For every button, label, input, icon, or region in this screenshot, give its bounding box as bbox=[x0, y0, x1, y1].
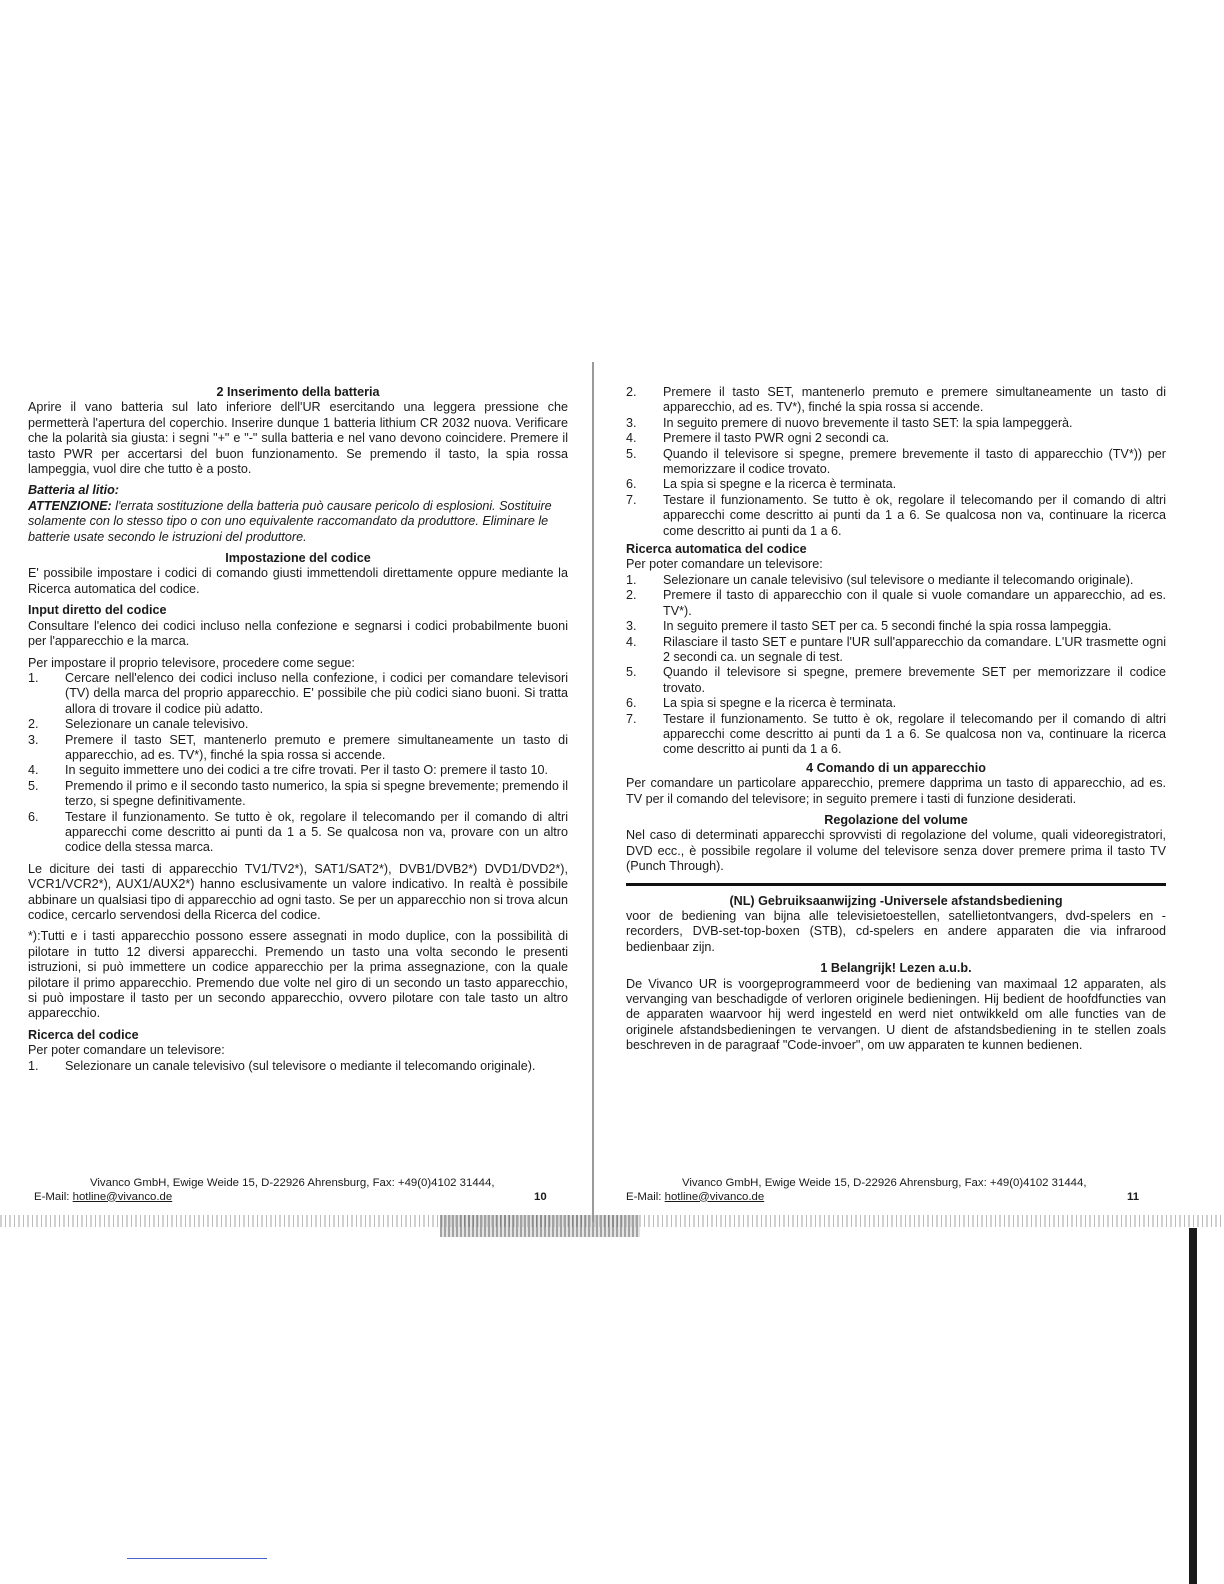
auto-search-intro: Per poter comandare un televisore: bbox=[626, 557, 823, 572]
footer-address: Vivanco GmbH, Ewige Weide 15, D-22926 Ahrensburg, Fax: +49(0)4102 31444, bbox=[682, 1177, 1087, 1189]
code-search-intro: Per poter comandare un televisore: bbox=[28, 1043, 225, 1058]
code-search-steps-continued bbox=[626, 385, 1166, 539]
section-title-dutch-manual: (NL) Gebruiksaanwijzing -Universele afstandsbediening bbox=[729, 893, 1063, 908]
list-item: 3. In seguito premere il tasto SET per ca. 5 secondi finché la spia rossa lampeggia. bbox=[626, 619, 1112, 634]
section-title-auto-search: Ricerca automatica del codice bbox=[626, 542, 807, 557]
footer-email-line bbox=[34, 1191, 554, 1205]
list-item: 5. Premendo il primo e il secondo tasto numerico, la spia si spegne brevemente; premendo il terzo, si spegne definitivamente. bbox=[28, 778, 568, 809]
list-item: 4. Rilasciare il tasto SET e puntare l'UR sull'apparecchio da comandare. L'UR trasmette ogni 2 secondi ca. un segnale di test. bbox=[626, 634, 1166, 664]
list-item: 7. Testare il funzionamento. Se tutto è ok, regolare il telecomando per il comando di altri apparecchi come descritto ai punti da 1 a 6. Se qualcosa non va, continuare la ricerca come descritto ai punti da 1 a 6. bbox=[626, 492, 1166, 538]
dutch-important-text: De Vivanco UR is voorgeprogrammeerd voor de bediening van maximaal 12 apparaten, als vervanging van beschadigde of verloren originele bedieningen. Hij bedient de hoofdfuncties van de apparaten waarvoor hij werd ingesteld en werd niet ontwikkeld om alle functies van de originele afstandsbedieningen te vervangen. U dient de afstandsbediening in te stellen zoals beschreven in de paragraaf "Code-invoer", om uw apparaten te kunnen bedienen. bbox=[626, 976, 1166, 1053]
dual-assignment-text: *):Tutti e i tasti apparecchio possono essere assegnati in modo duplice, con la possibilità di pilotare in tutto 12 diversi apparecchi. Premendo un tasto una volta secondo le presenti istruzioni, si può immettere un codice apparecchio per la prima assegnazione, con la quale pilotare il primo apparecchio. Premendo due volte nel giro di un secondo un tasto apparecchio, si può impostare il tasto per un secondo apparecchio, ovvero pilotare con tale tasto un altro apparecchio. bbox=[28, 929, 568, 1021]
list-item: 6. Testare il funzionamento. Se tutto è ok, regolare il telecomando per il comando di altri apparecchi come descritto ai punti da 1 a 5. Se qualcosa non va, provare con un altro codice della stessa marca. bbox=[28, 809, 568, 855]
scan-artifact-dark bbox=[440, 1215, 640, 1237]
page-number-left: 10 bbox=[534, 1191, 547, 1203]
email-label: E-Mail: bbox=[34, 1190, 73, 1203]
scan-artifact-edge bbox=[1189, 1228, 1197, 1584]
list-item: 1. Cercare nell'elenco dei codici incluso nella confezione, i codici per comandare televisori (TV) della marca del proprio apparecchio. E' possibile che più codici siano buoni. Si tratta allora di trovare il codice più adatto. bbox=[28, 670, 568, 716]
list-item: 6. La spia si spegne e la ricerca è terminata. bbox=[626, 477, 897, 492]
footer-address: Vivanco GmbH, Ewige Weide 15, D-22926 Ahrensburg, Fax: +49(0)4102 31444, bbox=[90, 1177, 495, 1189]
footer-email-line bbox=[626, 1191, 1146, 1205]
auto-search-steps bbox=[626, 573, 1166, 758]
list-item: 3. In seguito premere di nuovo brevemente il tasto SET: la spia lampeggerà. bbox=[626, 415, 1073, 430]
list-item: 3. Premere il tasto SET, mantenerlo premuto e premere simultaneamente un tasto di apparecchio, ad es. TV*), finché la spia rossa si accende. bbox=[28, 732, 568, 762]
section-title-code-search: Ricerca del codice bbox=[28, 1027, 139, 1042]
left-page bbox=[28, 385, 568, 1074]
direct-input-steps bbox=[28, 671, 568, 856]
warning-text: l'errata sostituzione della batteria può causare pericolo di esplosioni. Sostituire solamente con lo stesso tipo o con uno equivalente raccomandato da produttore. Eliminare le batterie usate secondo le istruzioni del produttore. bbox=[28, 498, 552, 544]
list-item: 4. In seguito immettere uno dei codici a tre cifre trovati. Per il tasto O: premere il tasto 10. bbox=[28, 763, 548, 778]
section-divider bbox=[626, 883, 1166, 886]
list-item: 5. Quando il televisore si spegne, premere brevemente il tasto di apparecchio (TV*)) per memorizzare il codice trovato. bbox=[626, 446, 1166, 477]
volume-text: Nel caso di determinati apparecchi sprovvisti di regolazione del volume, quali videoregistratori, DVD ecc., è possibile regolare il volume del televisore senza dover premere prima il tasto TV (Punch Through). bbox=[626, 828, 1166, 874]
list-item: 5. Quando il televisore si spegne, premere brevemente SET per memorizzare il codice trovato. bbox=[626, 665, 1166, 695]
list-item: 2. Premere il tasto SET, mantenerlo premuto e premere simultaneamente un tasto di apparecchio, ad es. TV*), finché la spia rossa si accende. bbox=[626, 385, 1166, 415]
direct-input-text: Consultare l'elenco dei codici incluso nella confezione e segnarsi i codici probabilmente buoni per l'apparecchio e la marca. bbox=[28, 618, 568, 649]
list-item: 4. Premere il tasto PWR ogni 2 secondi ca. bbox=[626, 431, 890, 446]
section-title-volume: Regolazione del volume bbox=[824, 812, 968, 827]
email-link[interactable]: hotline@vivanco.de bbox=[664, 1190, 765, 1203]
footer-left bbox=[34, 1177, 554, 1204]
list-item: 1. Selezionare un canale televisivo (sul televisore o mediante il telecomando originale). bbox=[28, 1058, 536, 1073]
list-item: 1. Selezionare un canale televisivo (sul televisore o mediante il telecomando originale). bbox=[626, 572, 1134, 587]
section-title-device-control: 4 Comando di un apparecchio bbox=[806, 760, 986, 775]
device-control-text: Per comandare un particolare apparecchio, premere dapprima un tasto di apparecchio, ad es. TV per il comando del televisore; in seguito premere i tasti di funzione desiderati. bbox=[626, 776, 1166, 806]
section-title-code-setup: Impostazione del codice bbox=[225, 551, 371, 566]
tv-setup-intro: Per impostare il proprio televisore, procedere come segue: bbox=[28, 655, 355, 670]
battery-instructions: Aprire il vano batteria sul lato inferiore dell'UR esercitando una leggera pressione che permetterà l'apertura del coperchio. Inserire dunque 1 batteria lithium CR 2032 nuova. Verificare che la polarità sia giusta: i segni "+" e "-" sulla batteria e nel vano devono coincidere. Premere il tasto PWR per accertarsi del buon funzionamento. Se premendo il tasto, la spia rossa lampeggia, vuol dire che tutto è a posto. bbox=[28, 400, 568, 477]
list-item: 2. Premere il tasto di apparecchio con il quale si vuole comandare un apparecchio, ad es. TV*). bbox=[626, 588, 1166, 618]
page-number-right: 11 bbox=[1127, 1191, 1140, 1203]
list-item: 7. Testare il funzionamento. Se tutto è ok, regolare il telecomando per il comando di altri apparecchi come descritto ai punti da 1 a 6. Se qualcosa non va, continuare la ricerca come descritto ai punti da 1 a 6. bbox=[626, 711, 1166, 757]
battery-warning bbox=[28, 499, 568, 545]
device-key-labels-text: Le diciture dei tasti di apparecchio TV1/TV2*), SAT1/SAT2*), DVB1/DVB2*) DVD1/DVD2*), VCR1/VCR2*), AUX1/AUX2*) hanno esclusivamente un valore indicativo. In realtà è possibile abbinare un qualsiasi tipo di apparecchio ad ogni tasto. Se per un apparecchio non si trova alcun codice, cercarlo servendosi della Ricerca del codice. bbox=[28, 861, 568, 922]
section-title-dutch-important: 1 Belangrijk! Lezen a.u.b. bbox=[820, 961, 972, 976]
book-spine bbox=[592, 362, 594, 1222]
email-label: E-Mail: bbox=[626, 1190, 665, 1203]
section-title-direct-input: Input diretto del codice bbox=[28, 603, 167, 618]
footer-right bbox=[626, 1177, 1146, 1204]
list-item: 6. La spia si spegne e la ricerca è terminata. bbox=[626, 696, 897, 711]
lithium-battery-title: Batteria al litio: bbox=[28, 483, 119, 498]
section-title-battery: 2 Inserimento della batteria bbox=[216, 385, 380, 399]
code-search-steps bbox=[28, 1059, 568, 1074]
warning-label: ATTENZIONE: bbox=[28, 498, 112, 513]
scan-artifact-line bbox=[127, 1558, 267, 1559]
code-setup-text: E' possibile impostare i codici di comando giusti immettendoli direttamente oppure mediante la Ricerca automatica del codice. bbox=[28, 566, 568, 596]
list-item: 2. Selezionare un canale televisivo. bbox=[28, 717, 249, 732]
email-link[interactable]: hotline@vivanco.de bbox=[72, 1190, 173, 1203]
dutch-intro-text: voor de bediening van bijna alle televisietoestellen, satellietontvangers, dvd-spelers en -recorders, DVB-set-top-boxen (STB), cd-spelers en andere apparaten die via infrarood bedienbaar zijn. bbox=[626, 909, 1166, 954]
right-page bbox=[626, 385, 1166, 1054]
